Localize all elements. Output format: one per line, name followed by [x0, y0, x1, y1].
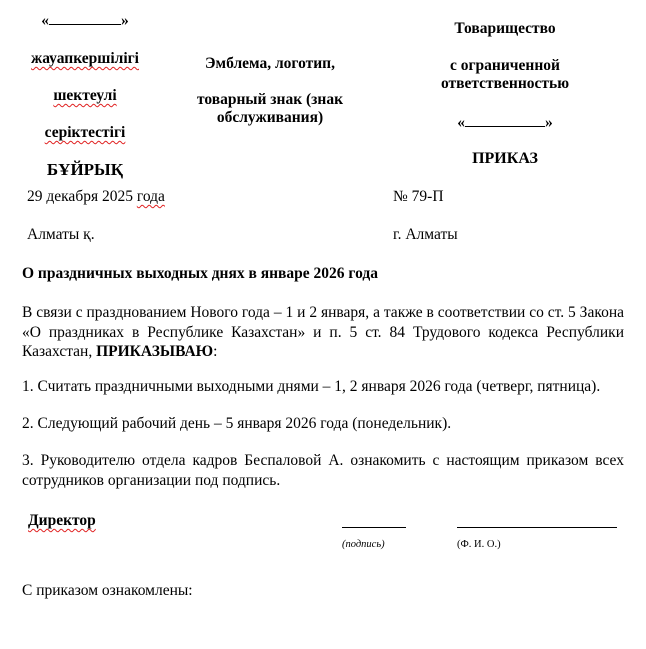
order-title: О праздничных выходных днях в январе 2026 года [22, 265, 378, 282]
signature-line [342, 527, 406, 528]
company-name-blank-line [49, 23, 121, 25]
emblem-placeholder [180, 55, 360, 127]
signatory-position: Директор [28, 512, 96, 529]
emblem-line-1: Эмблема, логотип, [205, 55, 335, 72]
order-item-3: 3. Руководителю отдела кадров Беспаловой А. ознакомить с настоящим приказом всех сотрудников организации под подпись. [22, 452, 624, 489]
order-number: № 79-П [393, 188, 444, 205]
order-item-2: 2. Следующий рабочий день – 5 января 2026 года (понедельник). [22, 415, 452, 432]
order-item-1: 1. Считать праздничными выходными днями – 1, 2 января 2026 года (четверг, пятница). [22, 378, 601, 395]
order-keyword: ПРИКАЗЫВАЮ [96, 343, 214, 360]
quote-close: » [121, 12, 129, 29]
kz-line-2: шектеулі [53, 87, 117, 104]
acknowledgement-label: С приказом ознакомлены: [22, 582, 193, 599]
doc-type-ru: ПРИКАЗ [472, 150, 538, 167]
city-ru: г. Алматы [393, 226, 458, 243]
full-name-caption: (Ф. И. О.) [457, 539, 501, 550]
company-name-blank-kz [0, 12, 170, 30]
emblem-line-2: товарный знак (знак обслуживания) [196, 91, 344, 126]
company-form-line-2: с ограниченной ответственностью [440, 57, 570, 92]
kz-line-3: серіктестігі [44, 124, 126, 141]
city-kz: Алматы қ. [27, 226, 95, 243]
quote-close: » [545, 114, 553, 131]
full-name-line [457, 527, 617, 528]
order-date: 29 декабря 2025 года [27, 188, 165, 205]
quote-open: « [41, 12, 49, 29]
doc-type-kz: БҰЙРЫҚ [46, 160, 124, 179]
quote-open: « [457, 114, 465, 131]
company-form-line-1: Товарищество [454, 20, 556, 37]
order-preamble: В связи с празднованием Нового года – 1 и 2 января, а также в соответствии со ст. 5 Закона «О праздниках в Республике Казахстан» и п. 5 ст. 84 Трудового кодекса Республики Казахстан, ПРИКАЗЫВАЮ: [22, 304, 624, 360]
kz-line-1: жауапкершілігі [30, 50, 139, 67]
company-name-blank-ru [395, 114, 615, 132]
company-name-blank-line [465, 125, 545, 127]
signature-caption: (подпись) [342, 539, 385, 550]
